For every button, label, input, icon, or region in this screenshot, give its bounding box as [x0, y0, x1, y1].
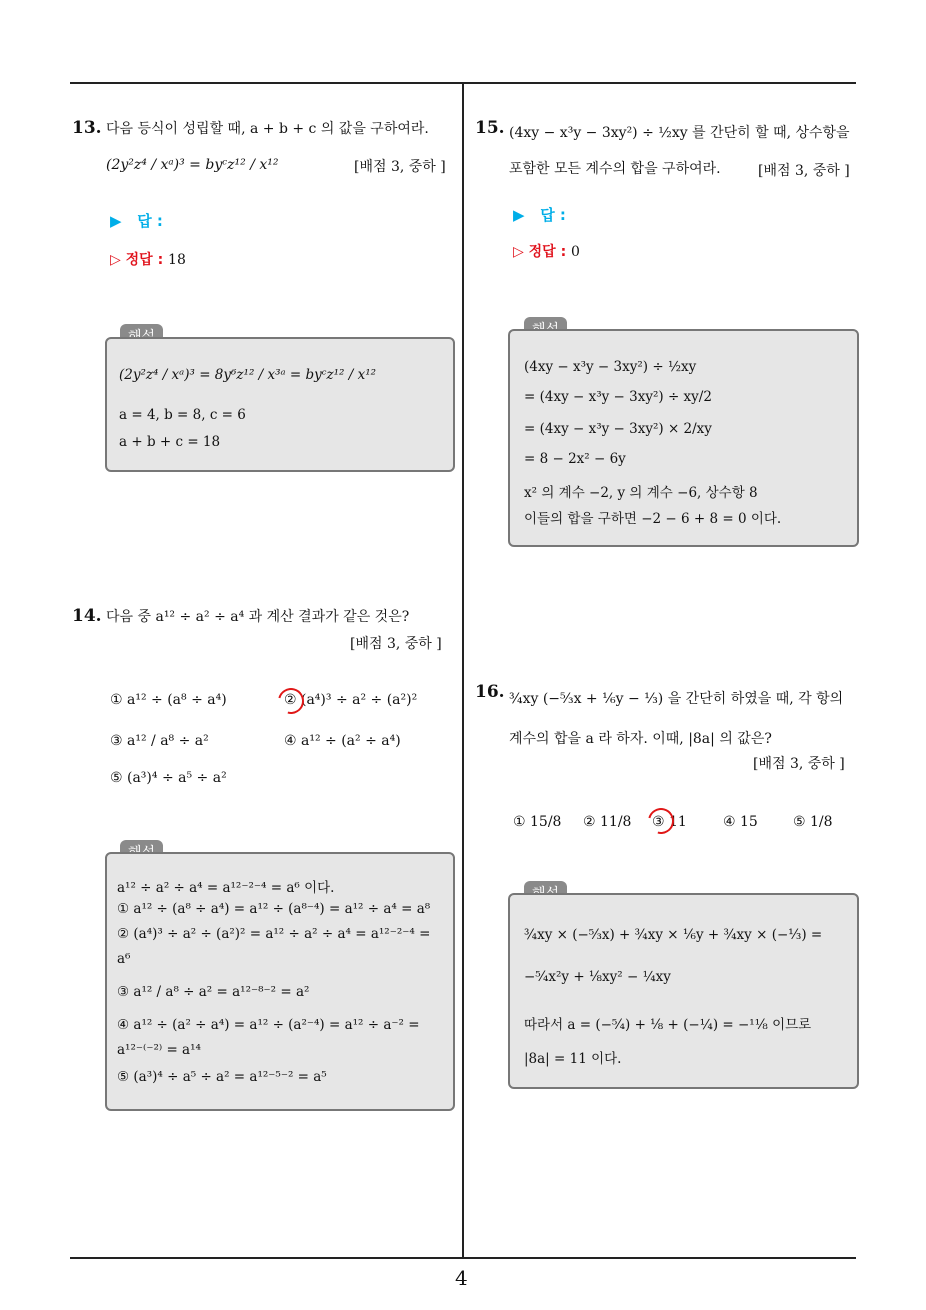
solution-line: 이들의 합을 구하면 −2 − 6 + 8 = 0 이다.	[524, 511, 782, 527]
question-text-line-2: 계수의 합을 a 라 하자. 이때, |8a| 의 값은?	[509, 731, 772, 747]
solution-line: a¹²⁻⁽⁻²⁾ = a¹⁴	[117, 1042, 201, 1058]
correct-label: 정답 :	[125, 252, 164, 268]
solution-line: |8a| = 11 이다.	[524, 1051, 622, 1067]
answer-label: 답 :	[137, 212, 163, 230]
selected-answer-circle	[643, 803, 679, 839]
correct-answer-row	[110, 249, 186, 269]
question-text: 다음 중 a¹² ÷ a² ÷ a⁴ 과 계산 결과가 같은 것은?	[106, 609, 410, 625]
page-number: 4	[455, 1266, 468, 1290]
solution-line: 따라서 a = (−⁵⁄₄) + ⅛ + (−¼) = −¹¹⁄₈ 이므로	[524, 1017, 812, 1033]
correct-label: 정답 :	[528, 244, 567, 260]
option-1[interactable]: ① 15/8	[513, 814, 562, 830]
question-number: 13.	[72, 118, 102, 138]
solution-line: a = 4, b = 8, c = 6	[119, 407, 246, 423]
solution-line: = 8 − 2x² − 6y	[524, 451, 626, 467]
question-number: 16.	[475, 682, 505, 702]
question-text-line-1: ¾xy (−⁵⁄₃x + ⅙y − ⅓) 을 간단히 하였을 때, 각 항의	[509, 691, 844, 707]
solution-line: ① a¹² ÷ (a⁸ ÷ a⁴) = a¹² ÷ (a⁸⁻⁴) = a¹² ÷ a⁴ = a⁸	[117, 901, 431, 917]
option-3[interactable]: ③ 11	[652, 814, 687, 830]
solution-box	[508, 329, 859, 547]
option-1[interactable]: ① a¹² ÷ (a⁸ ÷ a⁴)	[110, 692, 227, 708]
solution-line: a⁶	[117, 951, 131, 967]
question-equation: (2y²z⁴ / xᵃ)³ = byᶜz¹² / x¹²	[106, 157, 279, 173]
correct-value: 18	[168, 252, 186, 268]
option-4[interactable]: ④ a¹² ÷ (a² ÷ a⁴)	[284, 733, 401, 749]
score-label: [배점 3, 중하 ]	[758, 163, 850, 179]
solution-line: (2y²z⁴ / xᵃ)³ = 8y⁶z¹² / x³ᵃ = byᶜz¹² / x¹²	[119, 367, 377, 383]
question-text: 다음 등식이 성립할 때, a + b + c 의 값을 구하여라.	[106, 121, 429, 137]
solution-line: (4xy − x³y − 3xy²) ÷ ½xy	[524, 359, 697, 375]
option-3[interactable]: ③ a¹² / a⁸ ÷ a²	[110, 733, 209, 749]
answer-row[interactable]	[110, 210, 163, 231]
option-2[interactable]: ② 11/8	[583, 814, 632, 830]
solution-line: = (4xy − x³y − 3xy²) × 2/xy	[524, 421, 712, 437]
solution-line: a + b + c = 18	[119, 434, 221, 450]
selected-answer-circle	[273, 683, 309, 719]
answer-row[interactable]	[513, 204, 566, 225]
outline-triangle-icon: ▷	[110, 252, 126, 268]
play-icon: ▶	[110, 212, 138, 230]
option-4[interactable]: ④ 15	[723, 814, 758, 830]
solution-line: ¾xy × (−⁵⁄₃x) + ¾xy × ⅙y + ¾xy × (−⅓) =	[524, 927, 823, 943]
answer-label: 답 :	[540, 206, 566, 224]
solution-line: a¹² ÷ a² ÷ a⁴ = a¹²⁻²⁻⁴ = a⁶ 이다.	[117, 880, 335, 896]
correct-answer-row	[513, 241, 580, 261]
play-icon: ▶	[513, 206, 541, 224]
score-label: [배점 3, 중하 ]	[753, 756, 845, 772]
solution-line: ④ a¹² ÷ (a² ÷ a⁴) = a¹² ÷ (a²⁻⁴) = a¹² ÷ a⁻² =	[117, 1017, 420, 1033]
solution-box	[105, 337, 455, 472]
solution-line: x² 의 계수 −2, y 의 계수 −6, 상수항 8	[524, 485, 758, 501]
score-label: [배점 3, 중하 ]	[354, 159, 446, 175]
solution-line: ② (a⁴)³ ÷ a² ÷ (a²)² = a¹² ÷ a² ÷ a⁴ = a¹²⁻²⁻⁴ =	[117, 926, 431, 942]
solution-line: ⑤ (a³)⁴ ÷ a⁵ ÷ a² = a¹²⁻⁵⁻² = a⁵	[117, 1069, 327, 1085]
correct-value: 0	[571, 244, 580, 260]
solution-line: −⁵⁄₄x²y + ⅛xy² − ¼xy	[524, 969, 671, 985]
solution-line: = (4xy − x³y − 3xy²) ÷ xy/2	[524, 389, 712, 405]
question-text-line-1: (4xy − x³y − 3xy²) ÷ ½xy 를 간단히 할 때, 상수항을	[509, 125, 850, 141]
solution-box	[105, 852, 455, 1111]
option-2[interactable]: ② (a⁴)³ ÷ a² ÷ (a²)²	[284, 692, 418, 708]
question-number: 14.	[72, 606, 102, 626]
outline-triangle-icon: ▷	[513, 244, 529, 260]
score-label: [배점 3, 중하 ]	[350, 636, 442, 652]
solution-box	[508, 893, 859, 1089]
bottom-rule	[70, 1257, 856, 1259]
column-divider	[462, 82, 464, 1258]
question-number: 15.	[475, 118, 505, 138]
question-text-line-2: 포함한 모든 계수의 합을 구하여라.	[509, 161, 721, 177]
option-5[interactable]: ⑤ (a³)⁴ ÷ a⁵ ÷ a²	[110, 770, 227, 786]
solution-line: ③ a¹² / a⁸ ÷ a² = a¹²⁻⁸⁻² = a²	[117, 984, 310, 1000]
option-5[interactable]: ⑤ 1/8	[793, 814, 833, 830]
